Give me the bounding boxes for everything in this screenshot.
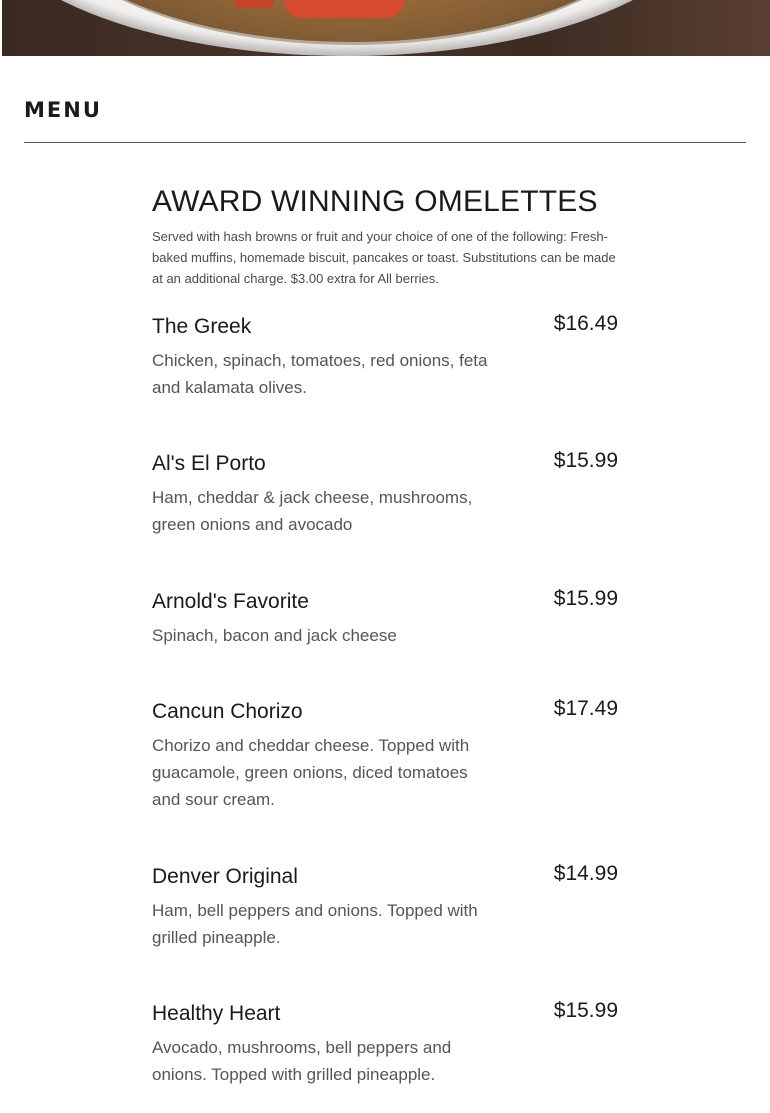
garnish-image xyxy=(234,0,274,8)
menu-heading: MENU xyxy=(24,98,102,122)
item-price: $16.49 xyxy=(553,312,618,335)
item-name: The Greek xyxy=(152,315,252,338)
section-description: Served with hash browns or fruit and your choice of one of the following: Fresh-baked muffins, homemade biscuit, pancakes or toast. Substitutions can be made at an additional charge. $3.00 extra for All berries. xyxy=(152,229,616,286)
item-name: Arnold's Favorite xyxy=(152,590,309,613)
item-description: Spinach, bacon and jack cheese xyxy=(152,626,397,645)
item-name: Denver Original xyxy=(152,865,298,888)
item-name: Healthy Heart xyxy=(152,1002,281,1025)
item-description: Avocado, mushrooms, bell peppers and onions. Topped with grilled pineapple. xyxy=(152,1038,452,1084)
item-price: $17.49 xyxy=(553,697,618,720)
item-price: $15.99 xyxy=(553,587,618,610)
garnish-image xyxy=(284,0,404,18)
divider xyxy=(24,142,746,143)
menu-section xyxy=(152,182,622,289)
item-price: $15.99 xyxy=(553,999,618,1022)
item-name: Al's El Porto xyxy=(152,452,266,475)
item-description: Chicken, spinach, tomatoes, red onions, feta and kalamata olives. xyxy=(152,351,488,397)
item-price: $14.99 xyxy=(553,862,618,885)
item-name: Cancun Chorizo xyxy=(152,700,303,723)
hero-food-photo xyxy=(2,0,770,56)
item-description: Ham, bell peppers and onions. Topped with grilled pineapple. xyxy=(152,901,478,947)
item-price: $15.99 xyxy=(553,449,618,472)
item-description: Chorizo and cheddar cheese. Topped with guacamole, green onions, diced tomatoes and sour cream. xyxy=(152,736,470,809)
section-title: AWARD WINNING OMELETTES xyxy=(152,185,598,218)
item-description: Ham, cheddar & jack cheese, mushrooms, green onions and avocado xyxy=(152,488,473,534)
